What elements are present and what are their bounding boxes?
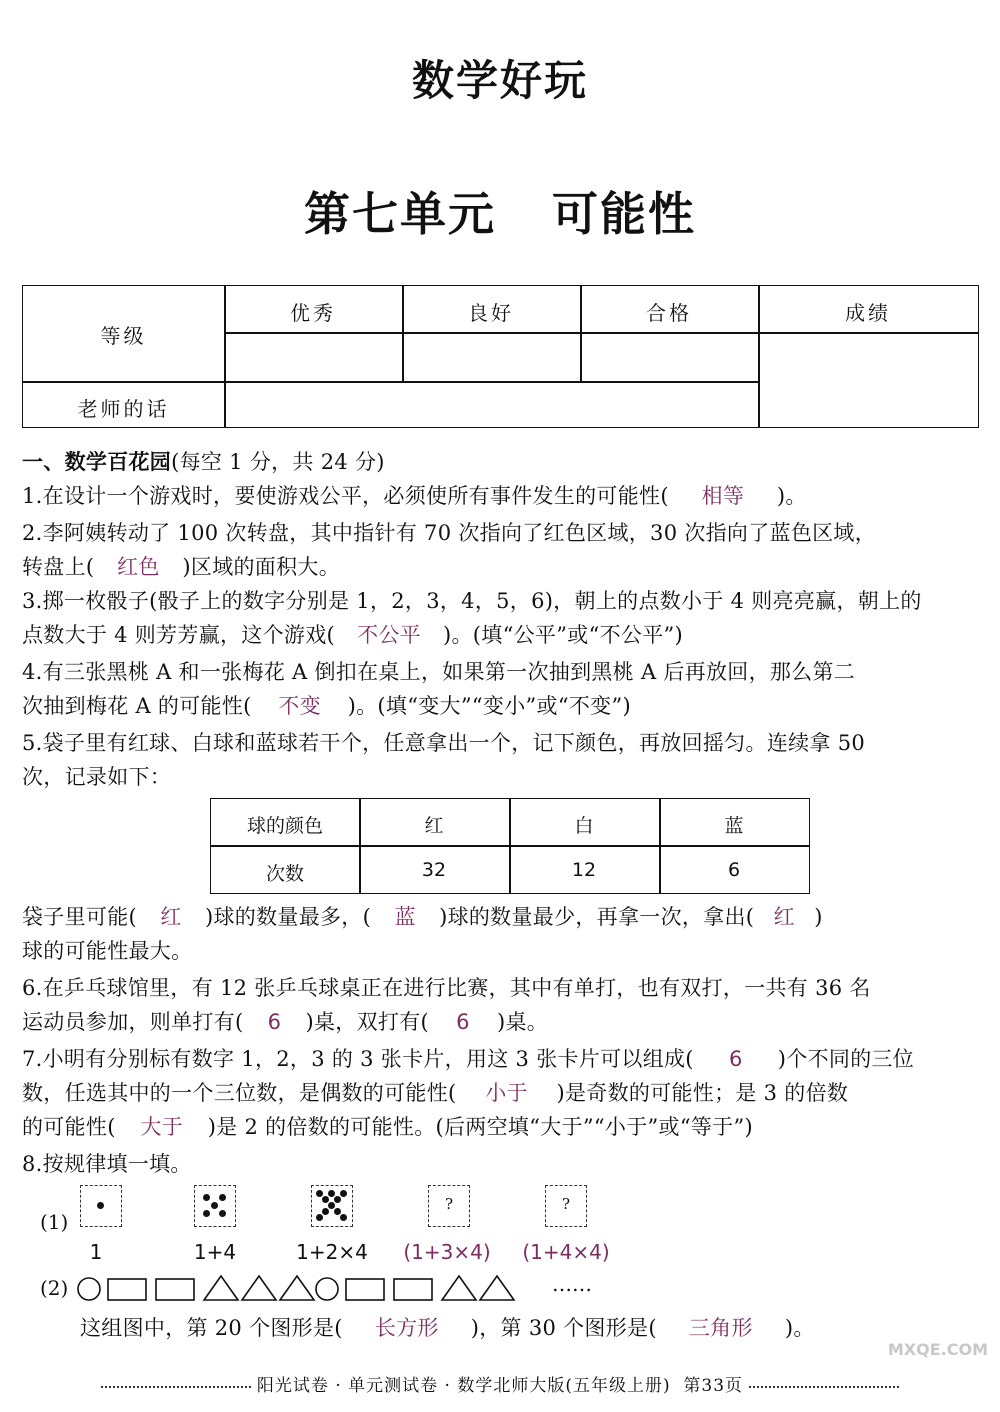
ball-count-table (210, 798, 810, 894)
question-5-line-1: 5.袋子里有红球、白球和蓝球若干个，任意拿出一个，记下颜色，再放回摇匀。连续拿 50 (22, 731, 866, 755)
answer-6b: 6 (456, 1010, 470, 1034)
table-cell: 32 (421, 859, 447, 881)
rectangle-shape (394, 1279, 432, 1300)
question-1: 1.在设计一个游戏时，要使游戏公平，必须使所有事件发生的可能性( 相等 )。 (22, 481, 807, 511)
level-good: 良好 (468, 301, 514, 325)
question-5-line-2: 次，记录如下： (22, 765, 172, 789)
question-8-answer-line: 这组图中，第 20 个图形是( 长方形 )，第 30 个图形是( 三角形 )。 (80, 1313, 815, 1343)
level-excellent: 优秀 (290, 301, 336, 325)
section-heading (22, 447, 385, 477)
die-five (194, 1185, 236, 1227)
question-mark: ? (561, 1195, 571, 1213)
answer-8a: 长方形 (374, 1316, 439, 1340)
part-1-label: (1) (40, 1210, 69, 1234)
triangle-shape (204, 1276, 238, 1300)
table-header: 白 (574, 815, 594, 837)
question-mark: ? (444, 1195, 454, 1213)
die-nine (311, 1185, 353, 1227)
die-answer: (1+3×4) (403, 1240, 491, 1264)
question-2-line-2: 转盘上( 红色 )区域的面积大。 (22, 552, 340, 582)
grade-table (22, 285, 979, 428)
rectangle-shape (346, 1279, 384, 1300)
part-2-label: (2) (40, 1276, 69, 1300)
ellipsis: …… (552, 1272, 592, 1296)
answer-6a: 6 (267, 1010, 282, 1034)
die-answer: (1+4×4) (522, 1240, 610, 1264)
level-pass: 合格 (646, 301, 692, 325)
question-6-line-1: 6.在乒乓球馆里，有 12 张乒乓球桌正在进行比赛，其中有单打，也有双打，一共有 36 名 (22, 976, 871, 1000)
question-4-line-2: 次抽到梅花 A 的可能性( 不变 )。(填“变大”“变小”或“不变”) (22, 691, 631, 721)
score-label: 成绩 (845, 301, 891, 325)
question-3-line-2: 点数大于 4 则芳芳赢，这个游戏( 不公平 )。(填“公平”或“不公平”) (22, 620, 683, 650)
question-3-line-1: 3.掷一枚骰子(骰子上的数字分别是 1，2，3，4，5，6)，朝上的点数小于 4 则亮亮赢，朝上的 (22, 589, 922, 613)
circle-shape (78, 1278, 100, 1300)
section-title: 一、数学百花园 (22, 449, 172, 474)
triangle-shape (280, 1276, 314, 1300)
table-cell: 6 (727, 859, 741, 881)
circle-shape (316, 1278, 338, 1300)
grade-label: 等级 (100, 324, 147, 348)
answer-5c: 红 (773, 905, 795, 929)
answer-1: 相等 (701, 484, 745, 508)
unit-topic: 可能性 (552, 187, 696, 241)
die-one (80, 1185, 122, 1227)
table-cell: 12 (571, 859, 597, 881)
question-7-line-2: 数，任选其中的一个三位数，是偶数的可能性( 小于 )是奇数的可能性；是 3 的倍数 (22, 1078, 848, 1108)
rectangle-shape (108, 1279, 146, 1300)
table-header: 蓝 (724, 815, 744, 837)
answer-5b: 蓝 (394, 905, 416, 929)
die-label: 1 (89, 1240, 103, 1264)
answer-8b: 三角形 (688, 1316, 753, 1340)
die-unknown (428, 1185, 470, 1227)
question-7-line-1: 7.小明有分别标有数字 1，2，3 的 3 张卡片，用这 3 张卡片可以组成( 6 )个不同的三位 (22, 1044, 914, 1074)
answer-7a: 6 (728, 1047, 743, 1071)
page-number: 第33页 (683, 1376, 744, 1396)
page-footer (0, 1371, 1000, 1396)
shape-sequence (76, 1272, 576, 1306)
answer-7c: 大于 (140, 1115, 183, 1139)
table-header: 球的颜色 (246, 815, 323, 837)
answer-2: 红色 (117, 555, 160, 579)
teacher-comment-label: 老师的话 (77, 397, 170, 421)
rectangle-shape (156, 1279, 194, 1300)
answer-7b: 小于 (485, 1081, 528, 1105)
triangle-shape (242, 1276, 276, 1300)
question-8-title: 8.按规律填一填。 (22, 1152, 192, 1176)
unit-number: 第七单元 (304, 187, 496, 241)
die-unknown (545, 1185, 587, 1227)
question-5-answer-line: 袋子里可能( 红 )球的数量最多，( 蓝 )球的数量最少，再拿一次，拿出( 红 ) (22, 902, 823, 932)
footer-text: 阳光试卷 · 单元测试卷 · 数学北师大版(五年级上册) (256, 1376, 671, 1396)
triangle-shape (442, 1276, 476, 1300)
question-5-line-4: 球的可能性最大。 (22, 939, 193, 963)
question-6-line-2: 运动员参加，则单打有( 6 )桌，双打有( 6 )桌。 (22, 1007, 548, 1037)
section-points: (每空 1 分，共 24 分) (171, 450, 385, 474)
answer-5a: 红 (160, 905, 182, 929)
page-title: 数学好玩 (411, 56, 588, 105)
die-label: 1+4 (193, 1240, 237, 1264)
triangle-shape (480, 1276, 514, 1300)
question-4-line-1: 4.有三张黑桃 A 和一张梅花 A 倒扣在桌上，如果第一次抽到黑桃 A 后再放回，那么第二 (22, 660, 856, 684)
unit-title (0, 178, 1000, 244)
answer-3: 不公平 (357, 623, 421, 647)
watermark: MXQE.COM (887, 1340, 988, 1359)
question-7-line-3: 的可能性( 大于 )是 2 的倍数的可能性。(后两空填“大于”“小于”或“等于”) (22, 1112, 753, 1142)
table-row-label: 次数 (265, 863, 304, 885)
question-2-line-1: 2.李阿姨转动了 100 次转盘，其中指针有 70 次指向了红色区域，30 次指向了蓝色区域， (22, 521, 877, 545)
answer-4: 不变 (278, 694, 321, 718)
table-header: 红 (424, 815, 444, 837)
die-label: 1+2×4 (296, 1240, 368, 1264)
